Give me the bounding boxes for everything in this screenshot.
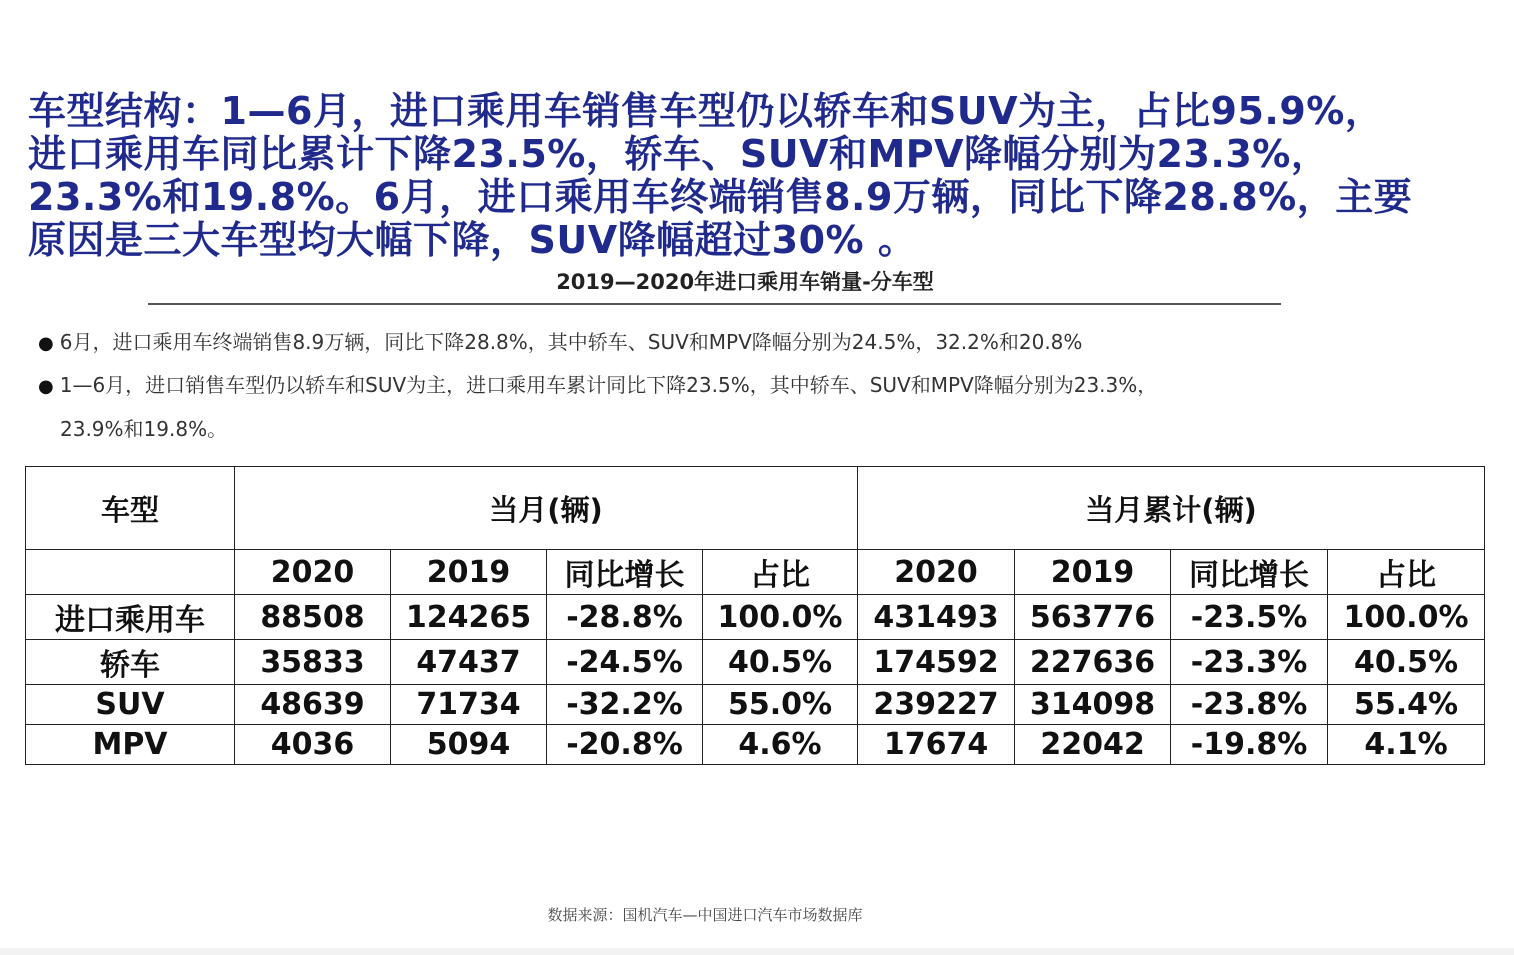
bullet-item	[38, 364, 1157, 450]
bullet-item	[38, 321, 1082, 365]
bullet-text: 1—6月，进口销售车型仍以轿车和SUV为主，进口乘用车累计同比下降23.5%，其中轿车、SUV和MPV降幅分别为23.3%，	[59, 373, 1158, 397]
subheader-cell: 2019	[1015, 550, 1171, 595]
table-cell: 227636	[1015, 640, 1171, 685]
table-cell: 563776	[1015, 595, 1171, 640]
row-label: 轿车	[26, 640, 235, 685]
table-subheader-row	[26, 550, 1485, 595]
table-cell: 48639	[235, 685, 391, 725]
subheader-cell: 占比	[1328, 550, 1485, 595]
headline-line: 23.3%和19.8%。6月，进口乘用车终端销售8.9万辆，同比下降28.8%，主要	[28, 175, 1413, 219]
divider	[148, 303, 1281, 305]
header-month-group: 当月(辆)	[235, 467, 858, 550]
bullet-text-continued: 23.9%和19.8%。	[60, 417, 228, 441]
table-cell: 40.5%	[1328, 640, 1485, 685]
table-cell: 5094	[391, 725, 547, 765]
subheader-cell: 同比增长	[547, 550, 703, 595]
header-empty-cell	[26, 550, 235, 595]
bottom-bar	[0, 948, 1514, 955]
table-header-row	[26, 467, 1485, 550]
headline-line: 车型结构：1—6月，进口乘用车销售车型仍以轿车和SUV为主，占比95.9%，	[28, 89, 1384, 133]
row-label: SUV	[26, 685, 235, 725]
table-cell: 100.0%	[703, 595, 858, 640]
table-cell: 35833	[235, 640, 391, 685]
table-row	[26, 595, 1485, 640]
header-vehicle-type: 车型	[26, 467, 235, 550]
row-label: MPV	[26, 725, 235, 765]
table-cell: 40.5%	[703, 640, 858, 685]
table-cell: 4.1%	[1328, 725, 1485, 765]
subheader-cell: 占比	[703, 550, 858, 595]
bullet-dot-icon: ●	[38, 376, 54, 397]
table-cell: 22042	[1015, 725, 1171, 765]
table-cell: 431493	[858, 595, 1015, 640]
table-cell: -19.8%	[1171, 725, 1328, 765]
headline-line: 原因是三大车型均大幅下降，SUV降幅超过30% 。	[28, 218, 917, 262]
table-cell: 239227	[858, 685, 1015, 725]
headline-line: 进口乘用车同比累计下降23.5%，轿车、SUV和MPV降幅分别为23.3%，	[28, 132, 1330, 176]
table-cell: 314098	[1015, 685, 1171, 725]
table-row	[26, 640, 1485, 685]
table-cell: -23.3%	[1171, 640, 1328, 685]
table-cell: -23.8%	[1171, 685, 1328, 725]
table-cell: -23.5%	[1171, 595, 1328, 640]
subheader-cell: 2020	[235, 550, 391, 595]
table-title: 2019—2020年进口乘用车销量-分车型	[556, 270, 934, 294]
table-cell: 47437	[391, 640, 547, 685]
subheader-cell: 2019	[391, 550, 547, 595]
table-cell: 88508	[235, 595, 391, 640]
table-cell: 4036	[235, 725, 391, 765]
table-cell: 55.0%	[703, 685, 858, 725]
table-cell: 4.6%	[703, 725, 858, 765]
bullet-dot-icon: ●	[38, 333, 54, 354]
table-cell: -28.8%	[547, 595, 703, 640]
table-cell: 124265	[391, 595, 547, 640]
table-row	[26, 725, 1485, 765]
table-cell: 174592	[858, 640, 1015, 685]
table-cell: -24.5%	[547, 640, 703, 685]
table-cell: 100.0%	[1328, 595, 1485, 640]
data-source-note: 数据来源：国机汽车—中国进口汽车市场数据库	[547, 906, 863, 924]
subheader-cell: 同比增长	[1171, 550, 1328, 595]
table-cell: 71734	[391, 685, 547, 725]
headline	[28, 90, 1488, 262]
table-cell: 55.4%	[1328, 685, 1485, 725]
subheader-cell: 2020	[858, 550, 1015, 595]
row-label: 进口乘用车	[26, 595, 235, 640]
table-row	[26, 685, 1485, 725]
table-cell: -32.2%	[547, 685, 703, 725]
bullet-text: 6月，进口乘用车终端销售8.9万辆，同比下降28.8%，其中轿车、SUV和MPV降幅分别为24.5%，32.2%和20.8%	[59, 330, 1083, 354]
table-cell: -20.8%	[547, 725, 703, 765]
table-cell: 17674	[858, 725, 1015, 765]
header-cumulative-group: 当月累计(辆)	[858, 467, 1485, 550]
sales-table	[25, 466, 1485, 765]
